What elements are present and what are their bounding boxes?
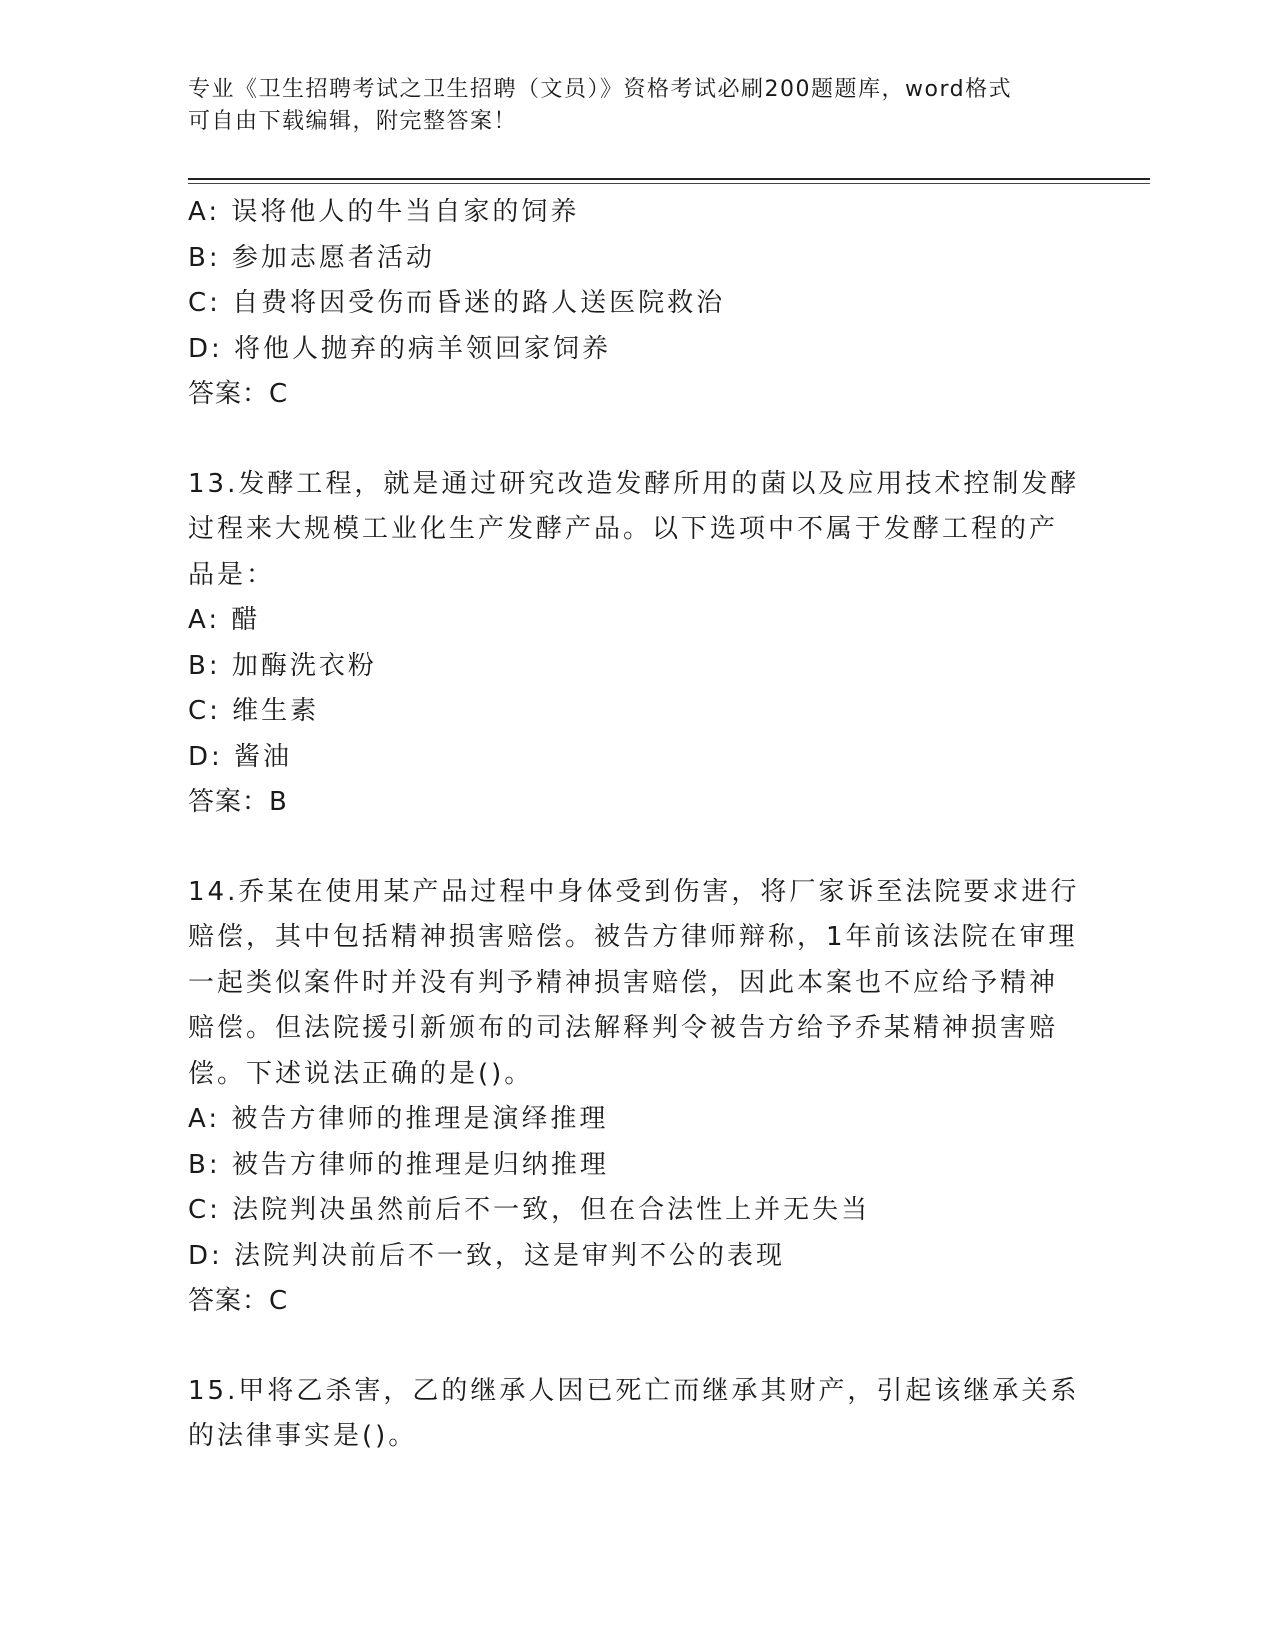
- question-spacer: [188, 826, 1088, 870]
- answer-line: 答案：B: [188, 787, 288, 817]
- answer-line: 答案：C: [188, 1286, 289, 1316]
- option-d: D: 法院判决前后不一致，这是审判不公的表现: [188, 1240, 786, 1271]
- document-header: [188, 74, 1068, 138]
- header-divider-thick: [188, 178, 1150, 180]
- question-stem-line: 品是：: [188, 559, 276, 590]
- answer-line: 答案：C: [188, 379, 289, 409]
- header-divider-thin: [188, 183, 1150, 184]
- question-13: [188, 462, 1088, 826]
- question-stem-line: 14.乔某在使用某产品过程中身体受到伤害，将厂家诉至法院要求进行: [188, 876, 1080, 907]
- question-list: [188, 190, 1088, 1460]
- option-a: A: 误将他人的牛当自家的饲养: [188, 197, 580, 227]
- question-stem-line: 过程来大规模工业化生产发酵产品。以下选项中不属于发酵工程的产: [188, 514, 1059, 544]
- question-stem-line: 的法律事实是()。: [188, 1421, 418, 1451]
- option-b: B: 参加志愿者活动: [188, 242, 435, 273]
- option-a: A: 被告方律师的推理是演绎推理: [188, 1104, 609, 1134]
- question-14: [188, 870, 1088, 1325]
- option-c: C: 法院判决虽然前后不一致，但在合法性上并无失当: [188, 1195, 871, 1225]
- option-c: C: 维生素: [188, 696, 320, 726]
- question-stem-line: 15.甲将乙杀害，乙的继承人因已死亡而继承其财产，引起该继承关系: [188, 1375, 1080, 1406]
- question-stem-line: 赔偿。但法院援引新颁布的司法解释判令被告方给予乔某精神损害赔: [188, 1013, 1059, 1043]
- option-c: C: 自费将因受伤而昏迷的路人送医院救治: [188, 288, 726, 318]
- question-stem-line: 一起类似案件时并没有判予精神损害赔偿，因此本案也不应给予精神: [188, 967, 1059, 998]
- question-stem-line: 13.发酵工程，就是通过研究改造发酵所用的菌以及应用技术控制发酵: [188, 468, 1080, 499]
- header-line-2: 可自由下载编辑，附完整答案！: [188, 109, 518, 134]
- option-d: D: 酱油: [188, 741, 293, 772]
- header-line-1: 专业《卫生招聘考试之卫生招聘（文员）》资格考试必刷200题题库，word格式: [188, 77, 1013, 102]
- option-b: B: 被告方律师的推理是归纳推理: [188, 1149, 609, 1180]
- question-12: [188, 190, 1088, 418]
- option-a: A: 醋: [188, 605, 261, 635]
- question-spacer: [188, 1325, 1088, 1369]
- question-stem-line: 赔偿，其中包括精神损害赔偿。被告方律师辩称，1年前该法院在审理: [188, 922, 1078, 952]
- question-spacer: [188, 418, 1088, 462]
- option-d: D: 将他人抛弃的病羊领回家饲养: [188, 333, 612, 364]
- option-b: B: 加酶洗衣粉: [188, 650, 377, 681]
- question-15: [188, 1369, 1088, 1460]
- question-stem-line: 偿。下述说法正确的是()。: [188, 1058, 534, 1089]
